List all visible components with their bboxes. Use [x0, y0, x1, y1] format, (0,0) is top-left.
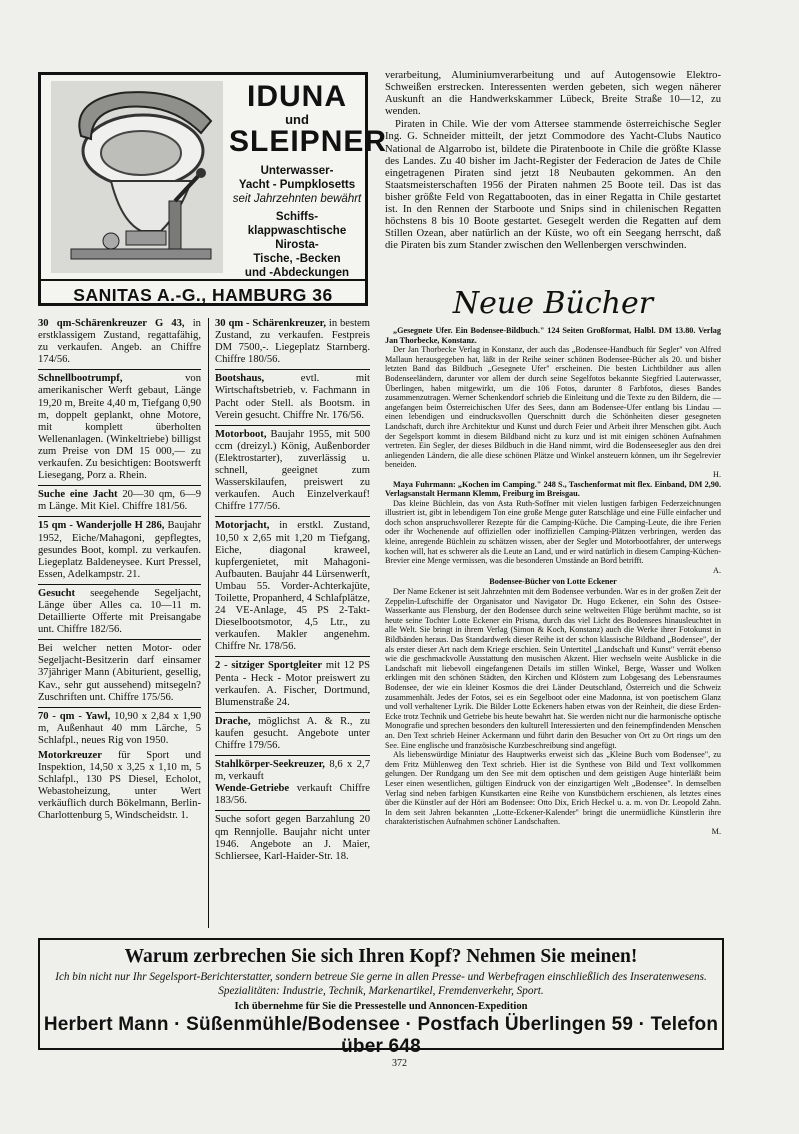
ad-headline: Warum zerbrechen Sie sich Ihren Kopf? Nehmen Sie meinen!: [124, 946, 638, 967]
ad-product-line: und -Abdeckungen: [244, 267, 350, 279]
page-number: 372: [392, 1058, 407, 1069]
book-reviews: [385, 326, 721, 836]
classified-ad: Wende-Getriebe verkauft Chiffre 183/56.: [215, 783, 370, 811]
book-subheading: Bodensee-Bücher von Lotte Eckener: [489, 577, 617, 587]
ad-service: Ich übernehme für Sie die Pressestelle und Annoncen-Expedition: [234, 1001, 528, 1012]
classified-ad: Motorboot, Baujahr 1955, mit 500 ccm (dreizyl.) König, Außenborder (Elektrostarter), zuverlässig u. schnell, geeignet zum Wasserskilaufen, preiswert zu verkaufen. Auch Einzelverkauf! Chiffre 177/56.: [215, 429, 370, 518]
review-signature: A.: [713, 565, 721, 575]
ad-text-block: [229, 80, 388, 280]
classified-ad: Stahlkörper-Seekreuzer, 8,6 x 2,7 m, verkauft: [215, 759, 370, 783]
news-paragraph: verarbeitung, Aluminiumverarbeitung und auf Autogensowie Elektro-Schweißen erstrecken. Interessenten werden gebeten, sich wegen näherer Auskunft an die Handwerkskammer Lübeck, Breite Straße 10—12, zu wenden.: [385, 70, 721, 118]
herbert-mann-advertisement: [38, 938, 724, 1057]
classified-ad: Motorkreuzer für Sport und Inspektion, 14,50 x 3,25 x 1,10 m, 5 Schlafpl., 130 PS Diesel, Echolot, Webastoheizung, unter Wert verkäuflich durch Bökelmann, Berlin-Charlottenburg 5, Windscheidstr. 1.: [38, 750, 201, 822]
ad-product-line: Unterwasser-: [260, 165, 334, 177]
classified-ad: Bei welcher netten Motor- oder Segeljacht-Besitzerin darf einsamer 37jähriger Mann (Abiturient, gesellig, Kav., sehr gut aussehend) mitsegeln? Zuschriften unt. Chiffre 175/56.: [38, 643, 201, 707]
classified-ad: Gesucht seegehende Segeljacht, Länge über Alles ca. 10—11 m. Detaillierte Offerte mit Preisangabe unt. Chiffre 182/56.: [38, 588, 201, 640]
news-column-right: [385, 70, 721, 253]
book-review-text: Der Name Eckener ist seit Jahrzehnten mit dem Bodensee verbunden. War es in der großen Zeit der Zeppelin-Luftschiffe der Organisator und Navigator Dr. Hugo Eckener, ein Sohn des Ostsee-Wasserkante aus Flensburg, der den Bodensee durch seine weltweiten Flüge berühmt machte, so ist heute seine Tochter Lotte Eckener ein Prisma, durch das viel Licht des Bodensees hinausleuchtet in alle Welt. Sie bringt in ihrem Verlag (Simon & Koch, Konstanz) auch die Werke ihrer Fotokunst in Bildbänden heraus. Das Standardwerk dieser Reihe ist der schon klassische Bildband „Bodensee", der als erster dieser Art nach dem Kriege erschien. Sein Untertitel „Landschaft und Kunst" verrät ebenso wie die geschmackvolle Ausstattung den musischen Akzent. Hier wechseln weite Ausblicke in die Landschaft mit liebevoll eingefangenen Details im stillen Winkel, Berge, Wasser und Wolken erklingen mit den schönen Städten, den Kirchen und Klöstern zum Lobgesang des Lebensraumes Bodensee, der wie ein kleiner Kosmos die drei Länder Deutschland, Österreich und die Schweiz zusammenhält. Jedes der Fotos, sei es ein Segelboot oder eine Madonna, ist von poetischem Glanz und voll verhaltener Lyrik. Die Bilder Lotte Eckeners haben etwas von der Reinheit, die diese Erden-Ecke trotz Technik und Getriebe bis heute bewahrt hat. Sie werden nicht nur die harmonische optische Monografie und sprechen besonders den kulturell Interessierten und den feinempfindenden Menschen an. Den Text schrieb Heiner Ackermann und führt darin den Besucher von Ort zu Ort rings um den See. Eine englische und französische Kurzbeschreibung sind angefügt.: [385, 587, 721, 750]
book-entry-title: Maya Fuhrmann: „Kochen im Camping." 248 S., Taschenformat mit flex. Einband, DM 2,90. Verlagsanstalt Hermann Klemm, Freiburg im Breisgau.: [385, 479, 721, 499]
ad-contact: Herbert Mann · Süßenmühle/Bodensee · Postfach Überlingen 59 · Telefon über 648: [43, 1014, 719, 1057]
book-review-text: Als liebenswürdige Miniatur des Hauptwerks erweist sich das „Kleine Buch vom Bodensee", zu dem Fritz Mühlenweg den Text schrieb. Hier ist die Synthese von Bild und Text vollkommen gelungen. Der Rundgang um den See mit dem optischen und dem geistigen Auge hinterläßt beim Leser einen wesentlichen, gültigen Eindruck von der einzigartigen Welt „Bodensee". In demselben Verlag sind neben farbigen Kunstkarten eine Reihe von Kunstbüchern erschienen, als letztes eines über die Künstler auf der Höri am Bodensee: Otto Dix, Erich Heckel u. a. m. von Dr. Leopold Zahn. In dem seit Jahren bekannten „Lotte-Eckener-Kalender" bringt die unermüdliche Künstlerin ihre charakteristischen Aufnahmen schöner Landschaften.: [385, 750, 721, 827]
brand-sleipner: SLEIPNER: [229, 125, 388, 158]
classified-ad: Suche sofort gegen Barzahlung 20 qm Rennjolle. Baujahr nicht unter 1946. Angebote an J. Maier, Schliersee, Karl-Haider-Str. 18.: [215, 814, 370, 862]
classified-ad: 70 - qm - Yawl, 10,90 x 2,84 x 1,90 m, Außenhaut 40 mm Lärche, 5 Schlafpl., neues Rig von 1950.: [38, 710, 201, 746]
ad-company-footer: SANITAS A.-G., HAMBURG 36: [41, 279, 365, 306]
review-signature: H.: [713, 469, 721, 479]
classified-ad: 2 - sitziger Sportgleiter mit 12 PS Penta - Heck - Motor preiswert zu verkaufen. A. Fischer, Dortmund, Blumenstraße 24.: [215, 660, 370, 712]
classified-ad: Drache, möglichst A. & R., zu kaufen gesucht. Angebote unter Chiffre 179/56.: [215, 716, 370, 756]
classified-ad: 15 qm - Wanderjolle H 286, Baujahr 1952, Eiche/Mahagoni, gepflegtes, gesundes Boot, kompl. zu verkaufen. Liegeplatz Baldeneysee. Kurt Pressel, Essen, Adelkampstr. 21.: [38, 520, 201, 584]
ad-product-line: klappwaschtische: [247, 225, 347, 237]
brand-iduna: IDUNA: [247, 80, 347, 113]
classifieds-column-middle: [215, 318, 370, 869]
book-review-text: Der Jan Thorbecke Verlag in Konstanz, der auch das „Bodensee-Handbuch für Segler" von Alfred Mallaun herausgegeben hat, läßt in der Reihe seiner schönen Bodensee-Bücher als 20. und bisher letzten Band das Bildbuch „Gesegnete Ufer" erscheinen. Die besten Lichtbildner aus allen Bodenseeländern, darunter vor allem der durch seine Segelfotos bekannte Siegfried Lauterwasser, Überlingen, haben mitgewirkt, um die 106 Fotos, darunter 8 Farbfotos, dieses Bandes zusammenzutragen. Werner Schenkendorf schrieb die Einleitung und die Texte zu den Bildern, die — angefangen beim Österreichischen Ufer des Sees, dann am Bodensee-Ufer entlang bis Lindau — einen lebendigen und eindrucksvollen Querschnitt durch die Schönheiten dieser gesegneten Landschaft, durch ihre Architektur und Kunst und durch Feier und Arbeit ihrer Menschen gibt. Auch der Segelsport kommt in diesem Bildband nicht zu kurz und ist mit einigen schönen Aufnahmen vertreten. Ein Segler, der dieses Bildbuch in die Hand nimmt, wird die Bodenseesegler aus den drei anliegenden Ländern, die alle diese schönen Plätze und Winkel ansteuern können, um ihr Segelrevier beneiden.: [385, 345, 721, 470]
classified-ad: 30 qm-Schärenkreuzer G 43, in erstklassigem Zustand, regattafähig, zu verkaufen. Angeb. an Chiffre 174/56.: [38, 318, 201, 370]
ad-product-line: Tische, -Becken: [253, 253, 341, 265]
pump-toilet-illustration: [51, 81, 223, 273]
sanitas-advertisement: [38, 72, 388, 306]
classified-ad: Bootshaus, evtl. mit Wirtschaftsbetrieb, v. Fachmann in Pacht oder Stell. als Bootsm. in Verein gesucht. Chiffre Nr. 176/56.: [215, 373, 370, 425]
ad-product-line: Schiffs-: [275, 211, 319, 223]
classified-ad: Schnellbootrumpf, von amerikanischer Werft gebaut, Länge 19,20 m, Breite 4,40 m, Tiefgang 0,90 m, doppelt geplankt, ohne Motore, mit komplett überholten Wellenanlagen. (Winkeltriebe) billigst zum Preise von DM 15 000,— zu verkaufen. Zu besichtigen: Bootswerft Liesegang, Porz a. Rhein.: [38, 373, 201, 486]
ad-product-line: Yacht - Pumpklosetts: [238, 179, 356, 191]
ad-und: und: [285, 112, 309, 127]
review-signature: M.: [711, 826, 721, 836]
news-paragraph: Piraten in Chile. Wie der vom Attersee stammende österreichische Segler Ing. G. Schneider mitteilt, der jetzt Commodore des Yacht-Clubs Nautico National de Algarrobo ist, bildete die Piratenboote in Chile die größte Klasse des Landes. Zu 40 bisher im Jacht-Register der Federacion de Jates de Chile eingetragenen Piraten sind jetzt 18 Neubauten gekommen. An den Staatsmeisterschaften 1956 der Piraten nahmen 25 Boote teil. Das ist das bisher größte Feld von Regattabooten, das in einer Regatta in Chile gestartet ist. In den Rennen der Starboote und Snips sind in chilenischen Regatten höchstens 8 bis 10 Boote gestartet. Gesegelt werden die Regatten auf dem Stillen Ozean, aber natürlich an der Küste, wo oft ein Seegang herrscht, daß die Piraten bis zum Stander zwischen den Wellenbergen verschwinden.: [385, 119, 721, 252]
classifieds-column-left: [38, 318, 201, 829]
classified-ad: Suche eine Jacht 20—30 qm, 6—9 m Länge. Mit Kiel. Chiffre 181/56.: [38, 489, 201, 517]
ad-tagline: seit Jahrzehnten bewährt: [232, 193, 362, 205]
classified-ad: 30 qm - Schärenkreuzer, in bestem Zustand, zu verkaufen. Festpreis DM 7500,-. Liegeplatz Starnberg. Chiffre 180/56.: [215, 318, 370, 370]
books-heading: Neue Bücher: [452, 286, 654, 321]
book-entry-title: „Gesegnete Ufer. Ein Bodensee-Bildbuch." 124 Seiten Großformat, Halbl. DM 13.80. Verlag Jan Thorbecke, Konstanz.: [385, 326, 721, 345]
ad-intro: Ich bin nicht nur Ihr Segelsport-Berichterstatter, sondern betreue Sie gerne in allen Presse- und Werbefragen einschließlich des Inseratenwesens. Spezialitäten: Industrie, Technik, Markenartikel, Fremdenverkehr, Sport.: [55, 971, 707, 997]
ad-product-line: Nirosta-: [275, 239, 319, 251]
book-review-text: Das kleine Büchlein, das von Asta Ruth-Soffner mit vielen lustigen farbigen Federzeichnungen illustriert ist, gibt in lebendigem Ton eine große Menge guter Ratschläge und eine Fülle einfacher und doch schon anspruchsvollerer Rezepte für die Camping-Küche. Die Camping-Leute, die ihre Ferien oder ihr Wochenende auf offiziellen oder inoffiziellen Camping-Plätzen verbringen, werden das kleine, anregende Büchlein zu schätzen wissen, aber der Segler und Motorbootfahrer, der unterwegs kochen will, hat es schwerer als die Leute an Land, und er wird natürlich in diesem Camping-Küchen-Brevier eine Menge vermissen, was die besonderen Umstände an Bord betrifft.: [385, 498, 721, 566]
classified-ad: Motorjacht, in erstkl. Zustand, 10,50 x 2,65 mit 1,20 m Tiefgang, Eiche, diagonal kraweel, kupfergenietet, mit Mahagoni-Aufbauten. Baujahr 44 Lürsenwerft, Umbau 55. Vorder-Achterkajüte, Toilette, Propanherd, 4 Schlafplätze, 24 VE-Anlage, 45 PS 2-Takt-Dieselbootsmotor, 4,5 Ltr., zu verkaufen. Makler angenehm. Chiffre Nr. 178/56.: [215, 520, 370, 657]
column-divider: [208, 318, 209, 928]
